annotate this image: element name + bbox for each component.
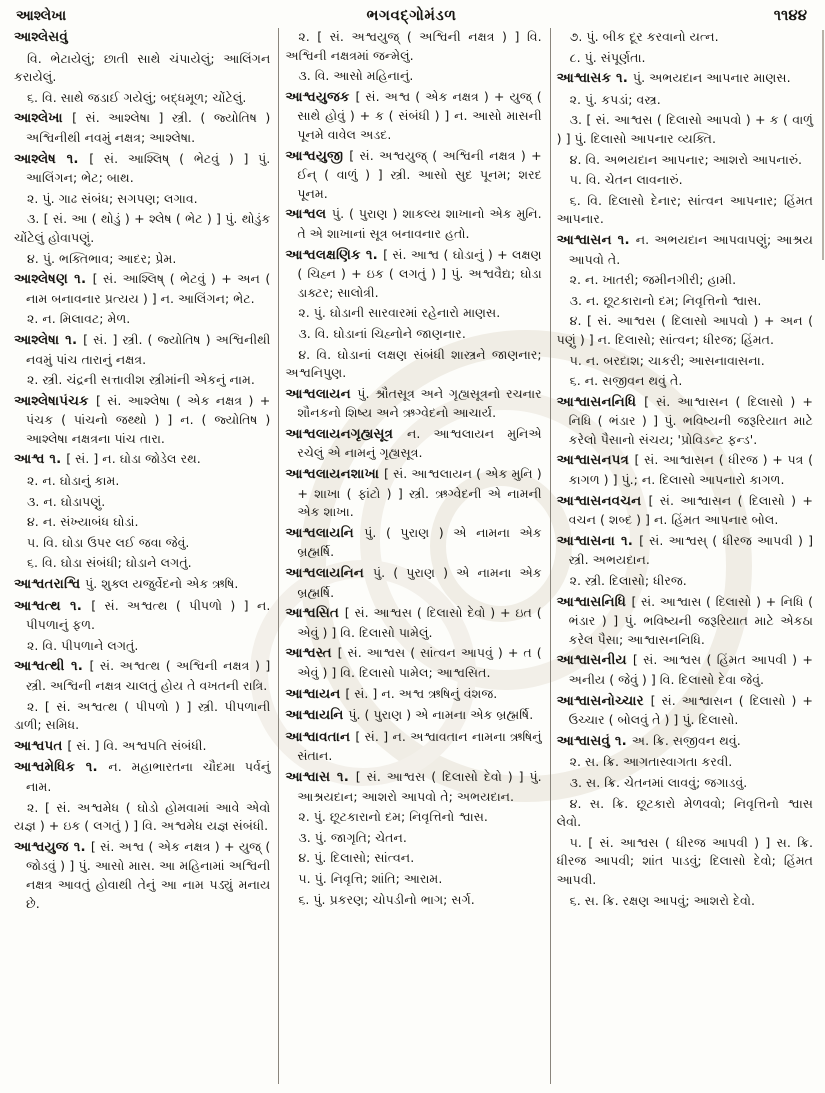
entry-paragraph: આશ્વાયનિ પું. ( પુરાણ ) એ નામના એક બ્રહ્મર્ષિ. <box>285 707 534 724</box>
entry-paragraph <box>14 28 270 48</box>
entry-paragraph: આશ્વાયન [ સં. ] ન. અશ્વ ઋષિનું વંશજ. <box>285 685 498 702</box>
entry-paragraph: આશ્વ ૧. [ સં. ] ન. ઘોડા જોડેલ રથ. <box>14 451 201 468</box>
sense-paragraph: ૩. સ. ક્રિ. ચેતનમાં લાવવું; જગાડવું. <box>569 774 748 790</box>
sense-paragraph: ૩. ન. છૂટકારાનો દમ; નિવૃત્તિનો શ્વાસ. <box>569 292 762 308</box>
headword: આશ્વત્થી ૧. <box>14 659 90 675</box>
sense-paragraph: ૩. પું. જાગૃતિ; ચેતન. <box>298 829 407 845</box>
headword: આશ્વયુજક <box>285 89 356 105</box>
headword: આશ્વસિત <box>285 606 345 622</box>
headword: આશ્વલ <box>285 207 332 223</box>
entry-paragraph: આશ્વાસક ૧. પું. અભયદાન આપનાર માણસ. <box>556 70 791 87</box>
headword: આશ્વાસન ૧. <box>556 232 636 248</box>
entry-paragraph: આશ્વલાયનિન પું. ( પુરાણ ) એ નામના એક બ્રહ્મર્ષિ. <box>285 565 542 600</box>
entry-paragraph: આશ્વપત [ સં. ] વિ. અશ્વપતિ સંબંધી. <box>14 737 207 754</box>
sense-paragraph: ૨. પું. છૂટકારાનો દમ; નિવૃત્તિનો શ્વાસ. <box>298 809 488 825</box>
sense-paragraph: વિ. ભેટાયેલું; છાતી સાથે ચંપાયેલું; આલિંગન કરાયેલું. <box>14 50 271 85</box>
sense-paragraph: ૨. સ્ત્રી. દિલાસો; ધીરજ. <box>569 573 687 589</box>
entry-paragraph: આશ્લેષ ૧. [ સં. આશ્લિષ્ ( ભેટવું ) ] પું. આલિંગન; ભેટ; બાથ. <box>14 150 271 186</box>
entry-paragraph: આશ્વાસનીય [ સં. આશ્વસ ( હિંમત આપવી ) + અનીય ( જેવું ) ] વિ. દિલાસો દેવા જેવું. <box>556 652 813 687</box>
headword: આશ્વલાયનશાખા <box>285 467 385 483</box>
headword: આશ્વમેધિક ૧. <box>14 760 109 776</box>
entry-paragraph: આશ્વાસવું ૧. અ. ક્રિ. સજીવન થવું. <box>556 732 741 749</box>
sense-paragraph: ૪. [ સં. આશ્વસ ( દિલાસો આપવો ) + અન ( પણું ) ] ન. દિલાસો; સાંત્વન; ધીરજ; હિંમત. <box>556 313 813 347</box>
sense-paragraph: ૨. [ સં. અશ્વત્થ ( પીપળો ) ] સ્ત્રી. પીપળાની ડાળી; સમિધ. <box>14 698 271 733</box>
sense-paragraph: ૭. પું. બીક દૂર કરવાનો યત્ન. <box>569 29 719 44</box>
sense-paragraph: ૬. વિ. દિલાસો દેનાર; સાંત્વન આપનાર; હિંમત આપનાર. <box>556 192 813 227</box>
sense-paragraph: ૩. વિ. આસો મહિનાનું. <box>298 68 414 84</box>
entry-paragraph: આશ્વસિત [ સં. આશ્વસ ( દિલાસો દેવો ) + ઇત ( એવું ) ] વિ. દિલાસો પામેલું. <box>285 605 542 640</box>
entry-paragraph: આશ્વાસનનિધિ [ સં. આશ્વાસન ( દિલાસો ) + નિધિ ( ભંડાર ) ] પું. ભવિષ્યની જરૂરિયાત માટે કરેલો પૈસાનો સંચય; 'પ્રોવિડન્ટ ફન્ડ'. <box>556 393 813 447</box>
headword: આશ્વસ્ત <box>285 646 338 662</box>
entry-paragraph: આશ્લેષણ ૧. [ સં. આશ્લિષ્ ( ભેટવું ) + અન ( નામ બનાવનાર પ્રત્યય ) ] ન. આલિંગન; ભેટ. <box>14 271 271 306</box>
headword: આશ્વાસનોચ્ચાર <box>556 693 651 709</box>
sense-paragraph: ૪. સ. ક્રિ. છૂટકારો મેળવવો; નિવૃત્તિનો શ્વાસ લેવો. <box>556 795 813 830</box>
sense-paragraph: ૮. પું. સંપૂર્ણતા. <box>569 49 646 65</box>
headword: આશ્વાસનનિધિ <box>556 394 645 410</box>
sense-paragraph: ૪. પું. ભક્તિભાવ; આદર; પ્રેમ. <box>27 250 177 266</box>
headword: આશ્લેષા ૧. <box>14 332 84 348</box>
sense-paragraph: ૩. [ સં. આ ( થોડું ) + શ્લેષ ( ભેટ ) ] પું. થોડુંક ચોંટેલું હોવાપણું. <box>14 211 271 245</box>
sense-paragraph: ૫. વિ. ચેતન લાવનારું. <box>569 172 683 188</box>
headword: આશ્લેષાપંચક <box>14 393 96 409</box>
headword: આશ્વત્થ ૧. <box>14 598 92 614</box>
entry-paragraph: આશ્વયુજક [ સં. અશ્વ ( એક નક્ષત્ર ) + યુજ્ ( સાથે હોવું ) + ક ( સંબંધી ) ] ન. આસો માસની પૂનમે વાવેલ અડદ. <box>285 88 542 142</box>
sense-paragraph: ૬. સ. ક્રિ. રક્ષણ આપવું; આશરો દેવો. <box>569 892 756 908</box>
sense-paragraph: ૫. વિ. ઘોડા ઉપર લઈ જવા જેવું. <box>27 534 190 550</box>
running-header <box>0 0 825 26</box>
headword: આશ્વાસક ૧. <box>556 71 633 87</box>
headword: આશ્લેસવું <box>14 30 68 45</box>
entry-paragraph: આશ્વાસનવચન [ સં. આશ્વાસન ( દિલાસો ) + વચન ( શબ્દ ) ] ન. હિંમત આપનાર બોલ. <box>556 492 813 528</box>
sense-paragraph: ૪. વિ. અભયદાન આપનાર; આશરો આપનારું. <box>569 151 803 167</box>
sense-paragraph: ૫. ન. બરદાશ; ચાકરી; આસનાવાસના. <box>569 352 765 368</box>
sense-paragraph: ૫. [ સં. આશ્વસ ( ધીરજ આપવી ) ] સ. ક્રિ. ધીરજ આપવી; શાંત પાડવું; દિલાસો દેવો; હિંમત આપવી. <box>556 834 813 887</box>
headword: આશ્વાસનિધિ <box>556 594 632 610</box>
sense-paragraph: ૩. [ સં. આશ્વસ ( દિલાસો આપવો ) + ક ( વાળું ) ] પું. દિલાસો આપનાર વ્યક્તિ. <box>556 112 813 146</box>
sense-paragraph: ૨. [ સં. અશ્વમેધ ( ઘોડો હોમવામાં આવે એવો યજ્ઞ ) + ઇક ( લગતું ) ] વિ. અશ્વમેધ યજ્ઞ સંબંધી. <box>14 799 271 834</box>
entry-paragraph: આશ્વાસના ૧. [ સં. આશ્વસ્ ( ધીરજ આપવી ) ] સ્ત્રી. અભયદાન. <box>556 532 813 568</box>
sense-paragraph: ૨. ન. ઘોડાનું કામ. <box>27 473 120 489</box>
headword: આશ્વાવતાન <box>285 729 356 745</box>
headword: આશ્લેષ ૧. <box>14 151 90 167</box>
entry-paragraph: આશ્વાસન ૧. ન. અભયદાન આપવાપણું; આશ્રય આપવો તે. <box>556 231 813 267</box>
sense-paragraph: ૬. વિ. ઘોડા સંબંધી; ઘોડાને લગતું. <box>27 555 192 571</box>
headword: આશ્વાસના ૧. <box>556 533 640 549</box>
column-2 <box>279 28 550 1084</box>
entry-paragraph: આશ્વતરાશ્વિ પું. શુક્લ યજુર્વેદનો એક ઋષિ. <box>14 576 239 593</box>
sense-paragraph: ૨. સ. ક્રિ. આગતાસ્વાગતા કરવી. <box>569 754 733 770</box>
headword: આશ્વલાયનગૃહ્યસૂત્ર <box>285 426 408 442</box>
headword: આશ્વયુજી <box>285 148 350 164</box>
entry-paragraph: આશ્વાસનપત્ર [ સં. આશ્વાસન ( ધીરજ ) + પત્ર ( કાગળ ) ] પું.; ન. દિલાસો આપનારો કાગળ. <box>556 452 813 488</box>
entry-paragraph: આશ્વાસ ૧. [ સં. આશ્વસ ( દિલાસો દેવો ) ] પું. આશ્રયદાન; આશરો આપવો તે; અભયદાન. <box>285 768 542 804</box>
entry-paragraph: આશ્લેષાપંચક [ સં. આશ્લેષા ( એક નક્ષત્ર ) + પંચક ( પાંચનો જથ્થો ) ] ન. ( જ્યોતિષ ) આશ્લેષા નક્ષત્રના પાંચ તારા. <box>14 392 271 446</box>
sense-paragraph: ૪. ન. સંખ્યાબંધ ઘોડાં. <box>27 514 139 530</box>
sense-paragraph: ૨. વિ. પીપળાને લગતું. <box>27 637 139 653</box>
entry-paragraph: આશ્લેખા [ સં. આશ્લેષા ] સ્ત્રી. ( જ્યોતિષ ) અશ્વિનીથી નવમું નક્ષત્ર; આશ્લેષા. <box>14 110 271 145</box>
sense-paragraph: ૨. સ્ત્રી. ચંદ્રની સત્તાવીશ સ્ત્રીમાંની એકનું નામ. <box>27 372 255 388</box>
entry-paragraph: આશ્વાવતાન [ સં. ] ન. અશ્વાવતાન નામના ઋષિનું સંતાન. <box>285 728 542 764</box>
headword: આશ્વાયન <box>285 686 346 702</box>
sense-paragraph: ૬. વિ. સાથે જડાઈ ગયેલું; બદ્ધમૂળ; ચોંટેલું. <box>27 89 247 105</box>
entry-paragraph: આશ્વલાયનગૃહ્યસૂત્ર ન. આશ્વલાયન મુનિએ રચેલું એ નામનું ગૃહ્યસૂત્ર. <box>285 425 542 461</box>
headword: આશ્વલક્ષણિક ૧. <box>285 247 384 263</box>
sense-paragraph: ૩. ન. ઘોડાપણું. <box>27 493 106 509</box>
headword: આશ્વતરાશ્વિ <box>14 577 86 593</box>
entry-paragraph: આશ્વાસનિધિ [ સં. આશ્વાસ ( દિલાસો ) + નિધિ ( ભંડાર ) ] પું. ભવિષ્યની જરૂરિયાત માટે એકઠા કરેલ પૈસા; આશ્વાસનનિધિ. <box>556 593 813 647</box>
headword: આશ્વલાયન <box>285 386 358 402</box>
sense-paragraph: ૪. વિ. ઘોડાનાં લક્ષણ સંબંધી શાસ્ત્રને જાણનાર; અશ્વનિપુણ. <box>285 346 542 381</box>
entry-paragraph: આશ્વલાયનશાખા [ સં. આશ્વલાયન ( એક મુનિ ) + શાખા ( ફાંટો ) ] સ્ત્રી. ઋગ્વેદની એ નામની એક શાખા. <box>285 466 542 520</box>
sense-paragraph: ૨. ન. મિલાવટ; મેળ. <box>27 311 131 327</box>
page-number: ૧૧૪૪ <box>773 6 807 24</box>
headword: આશ્વાયનિ <box>285 708 349 724</box>
sense-paragraph: ૨. [ સં. અશ્વયુજ્ ( અશ્વિની નક્ષત્ર ) ] વિ. અશ્વિની નક્ષત્રમાં જન્મેલું. <box>285 29 542 63</box>
column-3 <box>551 28 821 1084</box>
corner-word: આશ્લેખા <box>16 8 67 24</box>
headword: આશ્વયુજ ૧. <box>14 839 91 855</box>
entry-paragraph: આશ્વલાયનિ પું. ( પુરાણ ) એ નામના એક બ્રહ્મર્ષિ. <box>285 524 542 560</box>
headword: આશ્વલાયનિન <box>285 566 373 582</box>
entry-paragraph: આશ્વલાયન પું. શ્રૌતસૂત્ર અને ગૃહ્યસૂત્રનો રચનાર શૌનકનો શિષ્ય અને ઋગ્વેદનો આચાર્ય. <box>285 385 542 421</box>
headword: આશ્વાસવું ૧. <box>556 733 632 749</box>
entry-paragraph: આશ્વયુજ ૧. [ સં. અશ્વ ( એક નક્ષત્ર ) + યુજ્ ( જોડવું ) ] પું. આસો માસ. આ મહિનામાં અશ્વિની નક્ષત્ર આવતું હોવાથી તેનું આ નામ પડ્યું મનાય છે. <box>14 838 271 911</box>
entry-paragraph: આશ્વલક્ષણિક ૧. [ સં. આશ્વ ( ઘોડાનું ) + લક્ષણ ( ચિહ્ન ) + ઇક ( લગતું ) ] પું. અશ્વવૈદ્ય; ઘોડા ડાક્ટર; સાલોત્રી. <box>285 246 542 300</box>
entry-paragraph: આશ્વત્થ ૧. [ સં. અશ્વત્થ ( પીપળો ) ] ન. પીપળાનું ફળ. <box>14 597 271 633</box>
column-1 <box>8 28 279 1084</box>
sense-paragraph: ૨. પું. કપડાં; વસ્ત્ર. <box>569 91 661 107</box>
entry-paragraph: આશ્વલ પું. ( પુરાણ ) શાકલ્ય શાખાનો એક મુનિ. તે એ શાખાનાં સૂત્ર બનાવનાર હતો. <box>285 206 542 241</box>
sense-paragraph: ૨. પું. ઘોડાની સારવારમાં રહેનારો માણસ. <box>298 305 501 321</box>
headword: આશ્વપત <box>14 738 68 754</box>
entry-paragraph: આશ્વમેધિક ૧. ન. મહાભારતના ચૌદમા પર્વનું નામ. <box>14 759 271 794</box>
sense-paragraph: ૪. પું. દિલાસો; સાંત્વન. <box>298 850 415 866</box>
headword: આશ્વાસનપત્ર <box>556 453 635 469</box>
sense-paragraph: ૫. પું. નિવૃત્તિ; શાંતિ; આરામ. <box>298 870 443 886</box>
headword: આશ્વાસ ૧. <box>285 769 356 785</box>
sense-paragraph: ૬. પું. પ્રકરણ; ચોપડીનો ભાગ; સર્ગ. <box>298 891 475 907</box>
headword: આશ્લેખા <box>14 111 73 127</box>
headword: આશ્લેષણ ૧. <box>14 272 93 288</box>
headword: આશ્વાસનીય <box>556 653 633 669</box>
headword: આશ્વલાયનિ <box>285 525 365 541</box>
entry-paragraph: આશ્લેષા ૧. [ સં. ] સ્ત્રી. ( જ્યોતિષ ) અશ્વિનીથી નવમું પાંચ તારાનું નક્ષત્ર. <box>14 331 271 367</box>
entry-paragraph: આશ્વસ્ત [ સં. આશ્વસ ( સાંત્વન આપવું ) + ત ( એવું ) ] વિ. દિલાસો પામેલ; આશ્વસિત. <box>285 645 542 680</box>
headword: આશ્વ ૧. <box>14 452 67 468</box>
sense-paragraph: ૨. ન. ખાતરી; જમીનગીરી; હામી. <box>569 272 737 288</box>
headword: આશ્વાસનવચન <box>556 493 649 509</box>
book-title: ભગવદ્ગોમંડળ <box>366 6 457 24</box>
sense-paragraph: ૨. પું. ગાઢ સંબંધ; સગપણ; લગાવ. <box>27 190 198 206</box>
entry-paragraph: આશ્વાસનોચ્ચાર [ સં. આશ્વાસન ( દિલાસો ) + ઉચ્ચાર ( બોલવું તે ) ] પું. દિલાસો. <box>556 692 813 728</box>
page-body <box>0 26 825 1084</box>
sense-paragraph: ૩. વિ. ઘોડાનાં ચિહ્નોને જાણનાર. <box>298 325 466 341</box>
sense-paragraph: ૬. ન. સજીવન થવું તે. <box>569 373 683 389</box>
entry-paragraph: આશ્વયુજી [ સં. અશ્વયુજ્ ( અશ્વિની નક્ષત્ર ) + ઈન્ ( વાળું ) ] સ્ત્રી. આસો સુદ પૂનમ; શરદ પૂનમ. <box>285 147 542 201</box>
entry-paragraph: આશ્વત્થી ૧. [ સં. અશ્વત્થ ( અશ્વિની નક્ષત્ર ) ] સ્ત્રી. અશ્વિની નક્ષત્ર ચાલતું હોય તે વખતની રાત્રિ. <box>14 658 271 693</box>
